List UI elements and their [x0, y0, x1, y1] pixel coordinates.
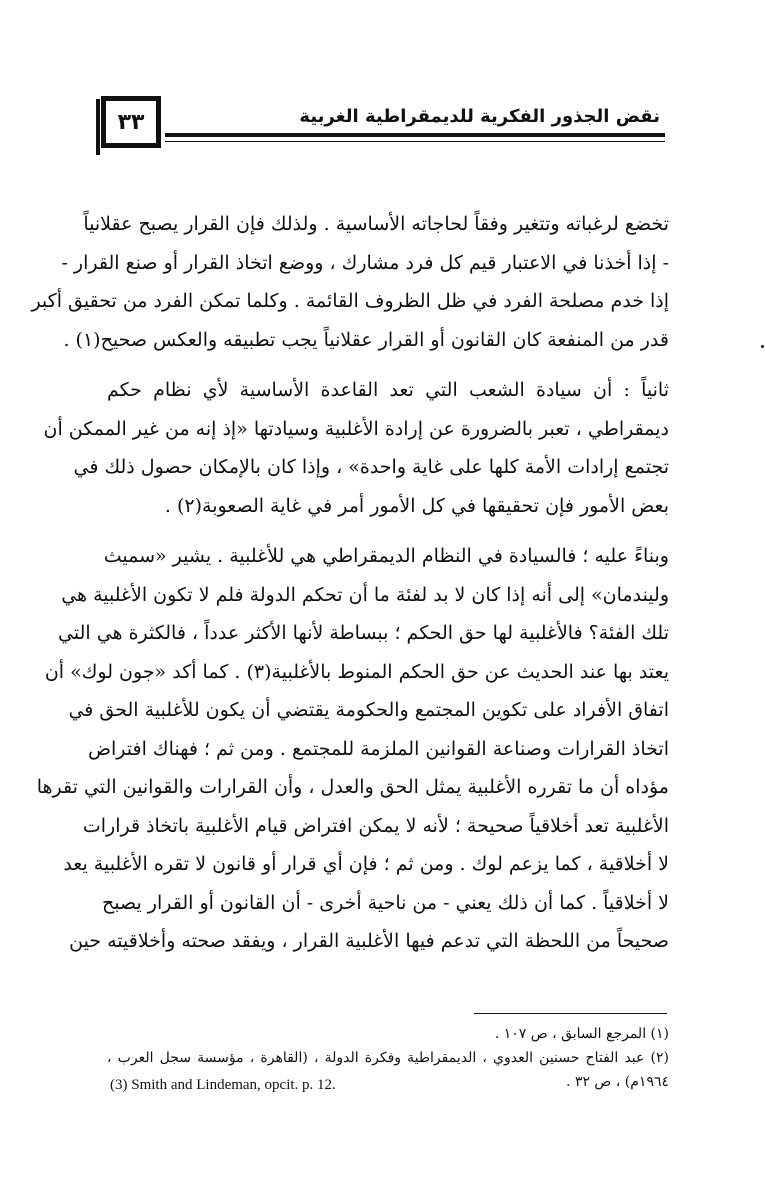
paragraph-1 — [31, 205, 669, 359]
running-title: نقض الجذور الفكرية للديمقراطية الغربية — [299, 106, 660, 127]
text-line: اتفاق الأفراد على تكوين المجتمع والحكومة يقتضي أن يكون للأغلبية الحق في — [68, 699, 669, 721]
text-line: تلك الفئة؟ فالأغلبية لها حق الحكم ؛ ببساطة لأنها الأكثر عدداً ، فالكثرة هي التي — [58, 622, 669, 644]
text-line: وبناءً عليه ؛ فالسيادة في النظام الديمقراطي هي للأغلبية . يشير «سميث — [103, 545, 669, 567]
header-rule-thick — [165, 133, 665, 137]
footnote-2-line-2: ١٩٦٤م) ، ص ٣٢ . — [566, 1074, 669, 1090]
text-line: اتخاذ القرارات وصناعة القوانين الملزمة للمجتمع . ومن ثم ؛ فهناك افتراض — [88, 737, 669, 760]
footnote-1: (١) المرجع السابق ، ص ١٠٧ . — [494, 1026, 669, 1042]
text-line: لا أخلاقياً . كما أن ذلك يعني - من ناحية أخرى - أن القانون أو القرار يصبح — [101, 891, 669, 914]
text-line: الأغلبية تعد أخلاقياً صحيحة ؛ لأنه لا يمكن افتراض قيام الأغلبية باتخاذ قرارات — [82, 814, 669, 837]
text-line: يعتد بها عند الحديث عن حق الحكم المنوط بالأغلبية(٣) . كما أكد «جون لوك» أن — [44, 660, 669, 683]
header-rule-thin — [165, 141, 665, 142]
text-line: صحيحاً من اللحظة التي تدعم فيها الأغلبية القرار ، ويفقد صحته وأخلاقيته حين — [69, 930, 669, 952]
paragraph-3 — [36, 537, 669, 961]
paragraph-2 — [43, 371, 669, 525]
margin-mark — [761, 345, 764, 348]
text-line: - إذا أخذنا في الاعتبار قيم كل فرد مشارك ، ووضع اتخاذ القرار أو صنع القرار - — [61, 251, 669, 274]
text-line: مؤداه أن ما تقرره الأغلبية يمثل الحق والعدل ، وأن القرارات والقوانين التي تقرها — [36, 776, 669, 798]
body-text — [31, 205, 669, 973]
footnote-3: (3) Smith and Lindeman, opcit. p. 12. — [110, 1077, 336, 1093]
page-number-box — [101, 96, 161, 148]
text-line: وليندمان» إلى أنه إذا كان لا بد لفئة ما أن تحكم الدولة فلم لا تكون الأغلبية هي — [61, 583, 669, 606]
text-line: إذا خدم مصلحة الفرد في ظل الظروف القائمة . وكلما تمكن الفرد من تحقيق أكبر — [31, 290, 669, 312]
text-line: لا أخلاقية ، كما يزعم لوك . ومن ثم ؛ فإن أي قرار أو قانون لا تقره الأغلبية يعد — [63, 853, 669, 875]
text-line: قدر من المنفعة كان القانون أو القرار عقلانياً يجب تطبيقه والعكس صحيح(١) . — [63, 328, 669, 351]
text-line: ديمقراطي ، تعبر بالضرورة عن إرادة الأغلبية وسيادتها «إذ إنه من غير الممكن أن — [43, 417, 669, 440]
footnote-separator — [474, 1013, 667, 1014]
text-line: ثانياً : أن سيادة الشعب التي تعد القاعدة الأساسية لأي نظام حكم — [107, 379, 669, 401]
text-line: تخضع لرغباته وتتغير وفقاً لحاجاته الأساسية . ولذلك فإن القرار يصبح عقلانياً — [83, 213, 669, 235]
text-line: تجتمع إرادات الأمة كلها على غاية واحدة» ، وإذا كان بالإمكان حصول ذلك في — [73, 456, 669, 478]
text-line: بعض الأمور فإن تحقيقها في كل الأمور أمر في غاية الصعوبة(٢) . — [164, 494, 669, 517]
page-number: ٣٣ — [117, 109, 145, 135]
footnote-2-line-1: (٢) عبد الفتاح حسنين العدوي ، الديمقراطية وفكرة الدولة ، (القاهرة ، مؤسسة سجل العرب ، — [107, 1050, 669, 1066]
